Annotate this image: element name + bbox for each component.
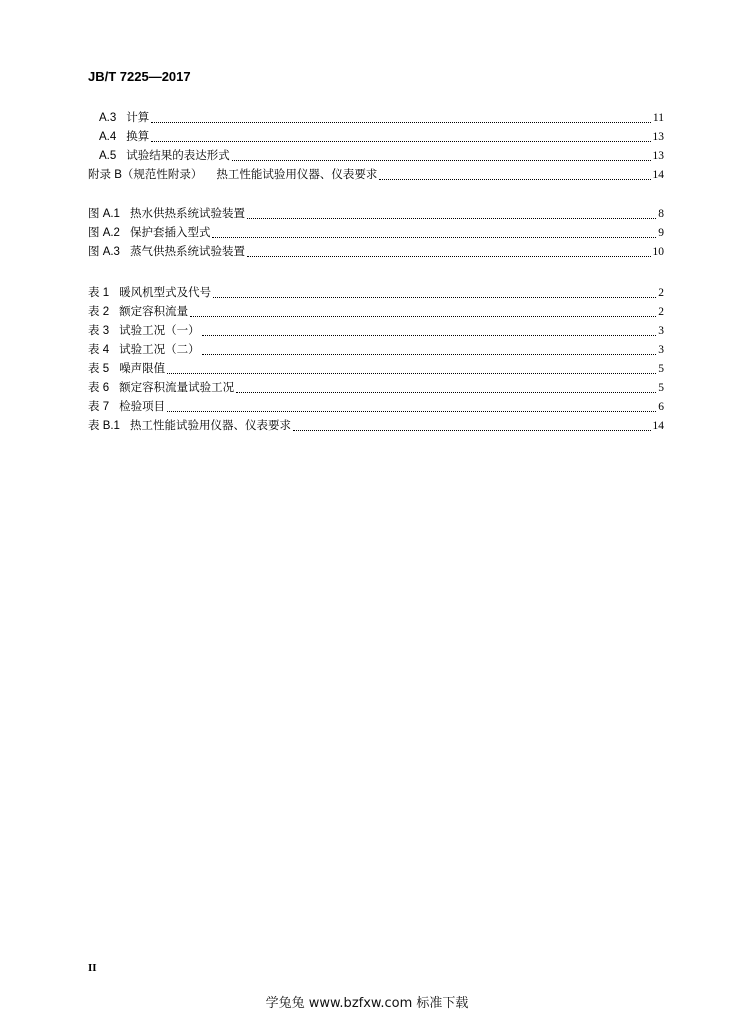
toc-entry-title: 暖风机型式及代号 — [119, 287, 212, 299]
toc-entry-number: 表 2 — [88, 306, 110, 318]
toc-entry-table-7[interactable] — [88, 398, 664, 416]
toc-dot-leader — [232, 160, 651, 161]
toc-entry-page: 10 — [652, 246, 664, 258]
toc-entry-page: 13 — [652, 150, 664, 162]
toc-dot-leader — [190, 316, 656, 317]
toc-entry-a5[interactable] — [88, 147, 664, 165]
toc-entry-page: 14 — [652, 169, 664, 181]
toc-entry-page: 14 — [652, 420, 664, 432]
toc-dot-leader — [247, 256, 651, 257]
page-header: JB/T 7225—2017 — [88, 69, 191, 84]
toc-dot-leader — [379, 179, 650, 180]
toc-entry-figure-a2[interactable] — [88, 224, 664, 242]
toc-entry-a4[interactable] — [88, 128, 664, 146]
toc-entry-title: 噪声限值 — [119, 363, 166, 375]
toc-dot-leader — [212, 237, 656, 238]
toc-entry-page: 2 — [658, 306, 664, 318]
toc-dot-leader — [202, 335, 657, 336]
toc-entry-number: 附录 B（规范性附录） — [88, 169, 203, 181]
toc-entry-page: 5 — [658, 363, 664, 375]
toc-entry-table-5[interactable] — [88, 360, 664, 378]
toc-entry-figure-a1[interactable] — [88, 205, 664, 223]
toc-entry-table-1[interactable] — [88, 284, 664, 302]
toc-entry-page: 3 — [658, 325, 664, 337]
toc-entry-page: 5 — [658, 382, 664, 394]
toc-entry-page: 2 — [658, 287, 664, 299]
toc-dot-leader — [167, 411, 656, 412]
toc-entry-title: 试验工况（二） — [119, 344, 200, 356]
toc-entry-title: 试验结果的表达形式 — [126, 150, 230, 162]
toc-entry-title: 热工性能试验用仪器、仪表要求 — [129, 420, 291, 432]
watermark-text: 学兔兔 www.bzfxw.com 标准下载 — [265, 996, 469, 1011]
toc-entry-table-b1[interactable] — [88, 417, 664, 435]
toc-dot-leader — [151, 141, 650, 142]
toc-entry-number: 图 A.3 — [88, 246, 120, 258]
toc-entry-number: 表 B.1 — [88, 420, 120, 432]
toc-entry-number: 表 1 — [88, 287, 110, 299]
toc-entry-number: A.4 — [99, 131, 117, 143]
toc-entry-table-2[interactable] — [88, 303, 664, 321]
toc-entry-figure-a3[interactable] — [88, 243, 664, 261]
toc-entry-title: 试验工况（一） — [119, 325, 200, 337]
toc-dot-leader — [167, 373, 656, 374]
toc-dot-leader — [213, 297, 656, 298]
toc-dot-leader — [247, 218, 656, 219]
toc-entry-number: 表 5 — [88, 363, 110, 375]
toc-entry-title: 检验项目 — [119, 401, 166, 413]
toc-entry-page: 11 — [652, 112, 664, 124]
toc-entry-annex-b[interactable] — [88, 166, 664, 184]
toc-entry-table-6[interactable] — [88, 379, 664, 397]
toc-entry-title: 额定容积流量试验工况 — [119, 382, 235, 394]
toc-entry-number: 图 A.2 — [88, 227, 120, 239]
toc-entry-number: A.5 — [99, 150, 117, 162]
toc-entry-number: 表 7 — [88, 401, 110, 413]
toc-dot-leader — [236, 392, 656, 393]
toc-entry-page: 6 — [658, 401, 664, 413]
toc-entry-page: 8 — [658, 208, 664, 220]
toc-entry-table-4[interactable] — [88, 341, 664, 359]
toc-entry-title: 换算 — [126, 131, 150, 143]
toc-entry-title: 热水供热系统试验装置 — [129, 208, 245, 220]
toc-entry-title: 蒸气供热系统试验装置 — [129, 246, 245, 258]
toc-dot-leader — [202, 354, 657, 355]
toc-dot-leader — [293, 430, 651, 431]
toc-entry-table-3[interactable] — [88, 322, 664, 340]
toc-entry-title: 保护套插入型式 — [129, 227, 211, 239]
toc-entry-page: 13 — [652, 131, 664, 143]
toc-entry-title: 热工性能试验用仪器、仪表要求 — [216, 169, 378, 181]
toc-entry-title: 计算 — [126, 112, 150, 124]
toc-entry-number: 表 6 — [88, 382, 110, 394]
toc-dot-leader — [151, 122, 651, 123]
toc-entry-page: 3 — [658, 344, 664, 356]
toc-entry-a3[interactable] — [88, 109, 664, 127]
toc-entry-number: 表 4 — [88, 344, 110, 356]
toc-entry-number: 图 A.1 — [88, 208, 120, 220]
toc-entry-number: 表 3 — [88, 325, 110, 337]
toc-entry-title: 额定容积流量 — [119, 306, 189, 318]
toc-entry-page: 9 — [658, 227, 664, 239]
toc-entry-number: A.3 — [99, 112, 117, 124]
page-number: II — [88, 962, 97, 974]
